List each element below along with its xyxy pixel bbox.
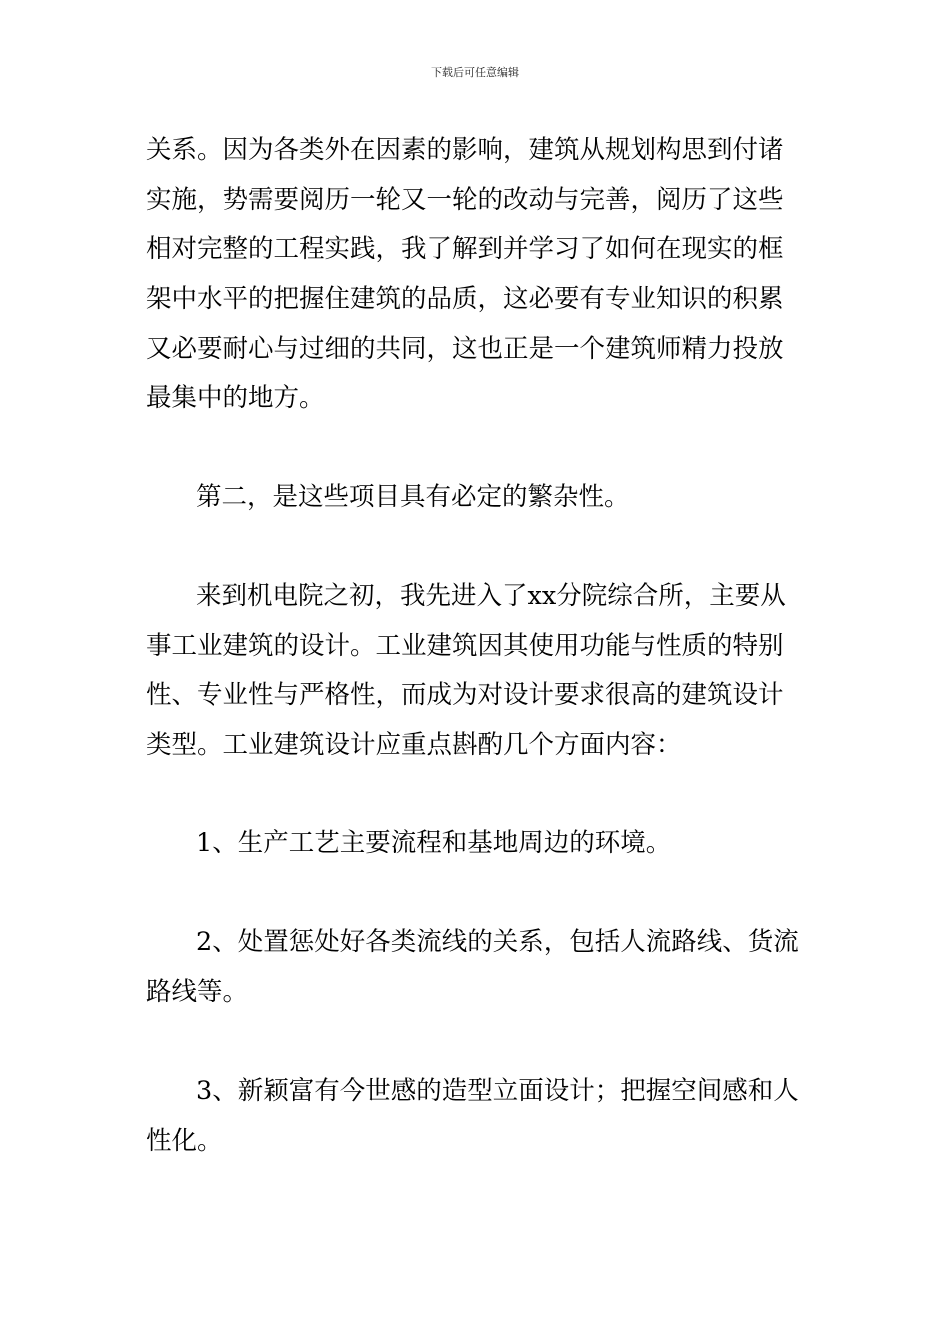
- text-line: 2、处置惩处好各类流线的关系，包括人流路线、货流: [196, 927, 799, 957]
- text-line: 类型。工业建筑设计应重点斟酌几个方面内容：: [146, 730, 682, 760]
- text-line: 事工业建筑的设计。工业建筑因其使用功能与性质的特别: [146, 631, 784, 661]
- text-line: 性化。: [146, 1126, 223, 1156]
- text-line: 来到机电院之初，我先进入了xx分院综合所，主要从: [196, 581, 786, 611]
- text-line: 实施，势需要阅历一轮又一轮的改动与完善，阅历了这些: [146, 185, 784, 215]
- text-line: 关系。因为各类外在因素的影响，建筑从规划构思到付诸: [146, 135, 784, 165]
- text-line: 路线等。: [146, 977, 249, 1007]
- section-heading: 第二，是这些项目具有必定的繁杂性。: [196, 482, 630, 512]
- text-line: 相对完整的工程实践，我了解到并学习了如何在现实的框: [146, 234, 784, 264]
- text-line: 架中水平的把握住建筑的品质，这必要有专业知识的积累: [146, 284, 784, 314]
- text-line: 最集中的地方。: [146, 383, 325, 413]
- page-header: 下载后可任意编辑: [431, 66, 519, 79]
- text-line: 又必要耐心与过细的共同，这也正是一个建筑师精力投放: [146, 334, 784, 364]
- text-line: 3、新颖富有今世感的造型立面设计；把握空间感和人: [196, 1076, 799, 1106]
- text-line: 1、生产工艺主要流程和基地周边的环境。: [196, 828, 672, 858]
- text-line: 性、专业性与严格性，而成为对设计要求很高的建筑设计: [146, 680, 784, 710]
